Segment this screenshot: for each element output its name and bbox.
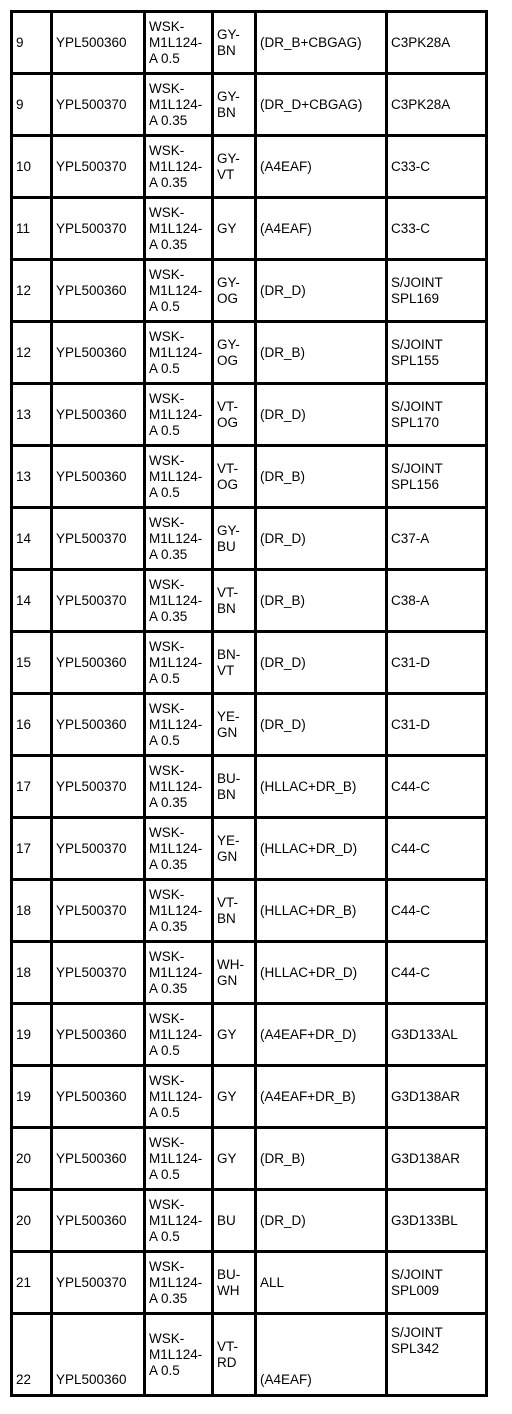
wire-color-cell: VT- RD (213, 1314, 256, 1396)
connector-cell: G3D138AR (387, 1066, 487, 1128)
wire-spec-cell: WSK- M1L124- A 0.35 (145, 1252, 213, 1314)
wire-connection-table (10, 10, 488, 1397)
option-code-cell: (DR_B) (256, 322, 387, 384)
wire-color-cell: VT- OG (213, 446, 256, 508)
part-number-cell: YPL500360 (52, 1190, 145, 1252)
wire-spec-cell: WSK- M1L124- A 0.35 (145, 942, 213, 1004)
wire-spec-cell: WSK- M1L124- A 0.5 (145, 1314, 213, 1396)
wire-color-cell: GY- OG (213, 322, 256, 384)
wire-spec-cell: WSK- M1L124- A 0.35 (145, 198, 213, 260)
wire-spec-cell: WSK- M1L124- A 0.5 (145, 694, 213, 756)
option-code-cell: (DR_B) (256, 1128, 387, 1190)
wire-color-cell: GY (213, 1066, 256, 1128)
option-code-cell: (HLLAC+DR_D) (256, 942, 387, 1004)
table-row (12, 446, 487, 508)
wire-spec-cell: WSK- M1L124- A 0.35 (145, 880, 213, 942)
part-number-cell: YPL500360 (52, 1066, 145, 1128)
circuit-number-cell: 10 (12, 136, 52, 198)
wire-spec-cell: WSK- M1L124- A 0.5 (145, 1190, 213, 1252)
circuit-number-cell: 20 (12, 1190, 52, 1252)
table-row (12, 756, 487, 818)
option-code-cell: (A4EAF) (256, 1314, 387, 1396)
table-row (12, 74, 487, 136)
part-number-cell: YPL500360 (52, 260, 145, 322)
option-code-cell: (DR_D) (256, 508, 387, 570)
option-code-cell: (HLLAC+DR_D) (256, 818, 387, 880)
circuit-number-cell: 14 (12, 508, 52, 570)
wire-color-cell: BU- BN (213, 756, 256, 818)
circuit-number-cell: 12 (12, 260, 52, 322)
wire-color-cell: GY (213, 1128, 256, 1190)
circuit-number-cell: 19 (12, 1004, 52, 1066)
table-row (12, 1190, 487, 1252)
connector-cell: C33-C (387, 136, 487, 198)
circuit-number-cell: 17 (12, 756, 52, 818)
wire-spec-cell: WSK- M1L124- A 0.5 (145, 446, 213, 508)
table-row (12, 1066, 487, 1128)
part-number-cell: YPL500360 (52, 1004, 145, 1066)
wire-color-cell: WH- GN (213, 942, 256, 1004)
wire-color-cell: BU- WH (213, 1252, 256, 1314)
connector-cell: S/JOINT SPL155 (387, 322, 487, 384)
circuit-number-cell: 15 (12, 632, 52, 694)
circuit-number-cell: 9 (12, 74, 52, 136)
connector-cell: S/JOINT SPL342 (387, 1314, 487, 1396)
circuit-number-cell: 13 (12, 446, 52, 508)
circuit-number-cell: 14 (12, 570, 52, 632)
connector-cell: S/JOINT SPL156 (387, 446, 487, 508)
part-number-cell: YPL500360 (52, 1128, 145, 1190)
table-row (12, 632, 487, 694)
circuit-number-cell: 18 (12, 880, 52, 942)
wire-color-cell: YE- GN (213, 818, 256, 880)
wire-table-body (12, 12, 487, 1396)
table-row (12, 570, 487, 632)
connector-cell: C38-A (387, 570, 487, 632)
circuit-number-cell: 20 (12, 1128, 52, 1190)
option-code-cell: (A4EAF+DR_B) (256, 1066, 387, 1128)
circuit-number-cell: 19 (12, 1066, 52, 1128)
connector-cell: C3PK28A (387, 12, 487, 74)
wire-color-cell: GY- VT (213, 136, 256, 198)
option-code-cell: (DR_B) (256, 446, 387, 508)
connector-cell: C44-C (387, 880, 487, 942)
wire-color-cell: BN- VT (213, 632, 256, 694)
wire-spec-cell: WSK- M1L124- A 0.5 (145, 12, 213, 74)
option-code-cell: (A4EAF) (256, 136, 387, 198)
connector-cell: S/JOINT SPL169 (387, 260, 487, 322)
wire-color-cell: GY (213, 198, 256, 260)
part-number-cell: YPL500370 (52, 570, 145, 632)
connector-cell: G3D138AR (387, 1128, 487, 1190)
wire-spec-cell: WSK- M1L124- A 0.5 (145, 1066, 213, 1128)
wire-spec-cell: WSK- M1L124- A 0.5 (145, 1128, 213, 1190)
option-code-cell: (HLLAC+DR_B) (256, 756, 387, 818)
part-number-cell: YPL500360 (52, 632, 145, 694)
part-number-cell: YPL500370 (52, 198, 145, 260)
table-row (12, 1252, 487, 1314)
wire-spec-cell: WSK- M1L124- A 0.35 (145, 508, 213, 570)
option-code-cell: (DR_B) (256, 570, 387, 632)
wire-color-cell: YE- GN (213, 694, 256, 756)
wire-spec-cell: WSK- M1L124- A 0.35 (145, 136, 213, 198)
table-row (12, 1314, 487, 1396)
option-code-cell: (A4EAF+DR_D) (256, 1004, 387, 1066)
table-row (12, 12, 487, 74)
table-row (12, 1128, 487, 1190)
part-number-cell: YPL500370 (52, 1252, 145, 1314)
table-row (12, 384, 487, 446)
table-row (12, 1004, 487, 1066)
part-number-cell: YPL500370 (52, 508, 145, 570)
circuit-number-cell: 11 (12, 198, 52, 260)
wire-color-cell: GY- BU (213, 508, 256, 570)
table-row (12, 322, 487, 384)
table-row (12, 136, 487, 198)
wire-spec-cell: WSK- M1L124- A 0.5 (145, 1004, 213, 1066)
part-number-cell: YPL500370 (52, 942, 145, 1004)
connector-cell: C31-D (387, 694, 487, 756)
circuit-number-cell: 13 (12, 384, 52, 446)
connector-cell: C44-C (387, 756, 487, 818)
option-code-cell: (DR_D) (256, 384, 387, 446)
connector-cell: G3D133AL (387, 1004, 487, 1066)
table-row (12, 942, 487, 1004)
part-number-cell: YPL500360 (52, 12, 145, 74)
connector-cell: S/JOINT SPL170 (387, 384, 487, 446)
connector-cell: C37-A (387, 508, 487, 570)
part-number-cell: YPL500360 (52, 446, 145, 508)
wire-spec-cell: WSK- M1L124- A 0.35 (145, 756, 213, 818)
part-number-cell: YPL500370 (52, 756, 145, 818)
option-code-cell: (DR_B+CBGAG) (256, 12, 387, 74)
option-code-cell: (A4EAF) (256, 198, 387, 260)
option-code-cell: (DR_D) (256, 632, 387, 694)
wire-color-cell: VT- OG (213, 384, 256, 446)
part-number-cell: YPL500370 (52, 136, 145, 198)
option-code-cell: (DR_D) (256, 1190, 387, 1252)
connector-cell: C44-C (387, 942, 487, 1004)
option-code-cell: ALL (256, 1252, 387, 1314)
circuit-number-cell: 9 (12, 12, 52, 74)
wire-color-cell: GY (213, 1004, 256, 1066)
wire-spec-cell: WSK- M1L124- A 0.5 (145, 260, 213, 322)
connector-cell: C33-C (387, 198, 487, 260)
connector-cell: G3D133BL (387, 1190, 487, 1252)
table-row (12, 880, 487, 942)
part-number-cell: YPL500370 (52, 880, 145, 942)
part-number-cell: YPL500360 (52, 1314, 145, 1396)
part-number-cell: YPL500370 (52, 818, 145, 880)
circuit-number-cell: 16 (12, 694, 52, 756)
part-number-cell: YPL500360 (52, 322, 145, 384)
table-row (12, 198, 487, 260)
circuit-number-cell: 21 (12, 1252, 52, 1314)
connector-cell: S/JOINT SPL009 (387, 1252, 487, 1314)
wire-color-cell: VT- BN (213, 570, 256, 632)
option-code-cell: (DR_D) (256, 260, 387, 322)
circuit-number-cell: 12 (12, 322, 52, 384)
wire-color-cell: GY- BN (213, 12, 256, 74)
connector-cell: C44-C (387, 818, 487, 880)
table-row (12, 260, 487, 322)
circuit-number-cell: 17 (12, 818, 52, 880)
wire-color-cell: VT- BN (213, 880, 256, 942)
option-code-cell: (DR_D) (256, 694, 387, 756)
circuit-number-cell: 22 (12, 1314, 52, 1396)
wire-color-cell: GY- BN (213, 74, 256, 136)
part-number-cell: YPL500370 (52, 74, 145, 136)
wire-spec-cell: WSK- M1L124- A 0.5 (145, 384, 213, 446)
wire-color-cell: GY- OG (213, 260, 256, 322)
wire-spec-cell: WSK- M1L124- A 0.35 (145, 74, 213, 136)
connector-cell: C31-D (387, 632, 487, 694)
wire-spec-cell: WSK- M1L124- A 0.5 (145, 632, 213, 694)
table-row (12, 694, 487, 756)
wire-spec-cell: WSK- M1L124- A 0.35 (145, 818, 213, 880)
table-row (12, 818, 487, 880)
wire-spec-cell: WSK- M1L124- A 0.5 (145, 322, 213, 384)
wire-spec-cell: WSK- M1L124- A 0.35 (145, 570, 213, 632)
part-number-cell: YPL500360 (52, 694, 145, 756)
connector-cell: C3PK28A (387, 74, 487, 136)
option-code-cell: (DR_D+CBGAG) (256, 74, 387, 136)
option-code-cell: (HLLAC+DR_B) (256, 880, 387, 942)
circuit-number-cell: 18 (12, 942, 52, 1004)
table-row (12, 508, 487, 570)
part-number-cell: YPL500360 (52, 384, 145, 446)
wire-color-cell: BU (213, 1190, 256, 1252)
